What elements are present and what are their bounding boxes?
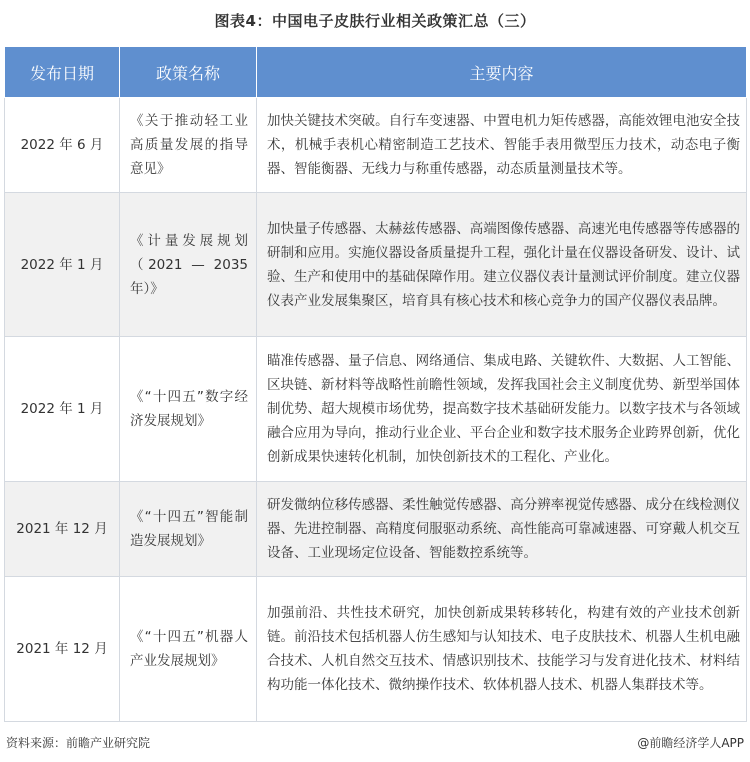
table-header-row: [5, 47, 747, 98]
row-policy-name: 《计量发展规划（2021 — 2035 年）》: [120, 193, 257, 337]
policy-table: [4, 46, 747, 722]
table-row: [5, 577, 747, 722]
row-content: 研发微纳位移传感器、柔性触觉传感器、高分辨率视觉传感器、成分在线检测仪器、先进控制器、高精度伺服驱动系统、高性能高可靠减速器、可穿戴人机交互设备、工业现场定位设备、智能数控系统等。: [257, 482, 747, 577]
row-content: 瞄准传感器、量子信息、网络通信、集成电路、关键软件、大数据、人工智能、区块链、新材料等战略性前瞻性领域，发挥我国社会主义制度优势、新型举国体制优势、超大规模市场优势，提高数字技术基础研发能力。以数字技术与各领域融合应用为导向，推动行业企业、平台企业和数字技术服务企业跨界创新，优化创新成果快速转化机制，加快创新技术的工程化、产业化。: [257, 337, 747, 482]
row-content: 加快关键技术突破。自行车变速器、中置电机力矩传感器，高能效锂电池安全技术，机械手表机心精密制造工艺技术、智能手表用微型压力技术，动态电子衡器、智能衡器、无线力与称重传感器，动态质量测量技术等。: [257, 98, 747, 193]
header-policy-name: 政策名称: [120, 47, 257, 98]
page-title: 图表4：中国电子皮肤行业相关政策汇总（三）: [214, 12, 536, 30]
table-row: [5, 337, 747, 482]
row-policy-name: 《关于推动轻工业高质量发展的指导意见》: [120, 98, 257, 193]
table-row: [5, 98, 747, 193]
row-content: 加快量子传感器、太赫兹传感器、高端图像传感器、高速光电传感器等传感器的研制和应用。实施仪器设备质量提升工程，强化计量在仪器设备研发、设计、试验、生产和使用中的基础保障作用。建立仪器仪表计量测试评价制度。建立仪器仪表产业发展集聚区，培育具有核心技术和核心竞争力的国产仪器仪表品牌。: [257, 193, 747, 337]
table-row: [5, 482, 747, 577]
row-policy-name: 《“十四五”数字经济发展规划》: [120, 337, 257, 482]
header-main-content: 主要内容: [257, 47, 747, 98]
row-date: 2022 年 6 月: [5, 98, 120, 193]
table-row: [5, 193, 747, 337]
row-date: 2022 年 1 月: [5, 337, 120, 482]
row-content: 加强前沿、共性技术研究，加快创新成果转移转化，构建有效的产业技术创新链。前沿技术包括机器人仿生感知与认知技术、电子皮肤技术、机器人生机电融合技术、人机自然交互技术、情感识别技术、技能学习与发育进化技术、材料结构功能一体化技术、微纳操作技术、软体机器人技术、机器人集群技术等。: [257, 577, 747, 722]
brand-credit: @前瞻经济学人APP: [637, 736, 744, 750]
row-policy-name: 《“十四五”智能制造发展规划》: [120, 482, 257, 577]
row-date: 2022 年 1 月: [5, 193, 120, 337]
source-note: 资料来源：前瞻产业研究院: [6, 736, 151, 750]
row-date: 2021 年 12 月: [5, 577, 120, 722]
row-policy-name: 《“十四五”机器人产业发展规划》: [120, 577, 257, 722]
row-date: 2021 年 12 月: [5, 482, 120, 577]
header-date: 发布日期: [5, 47, 120, 98]
